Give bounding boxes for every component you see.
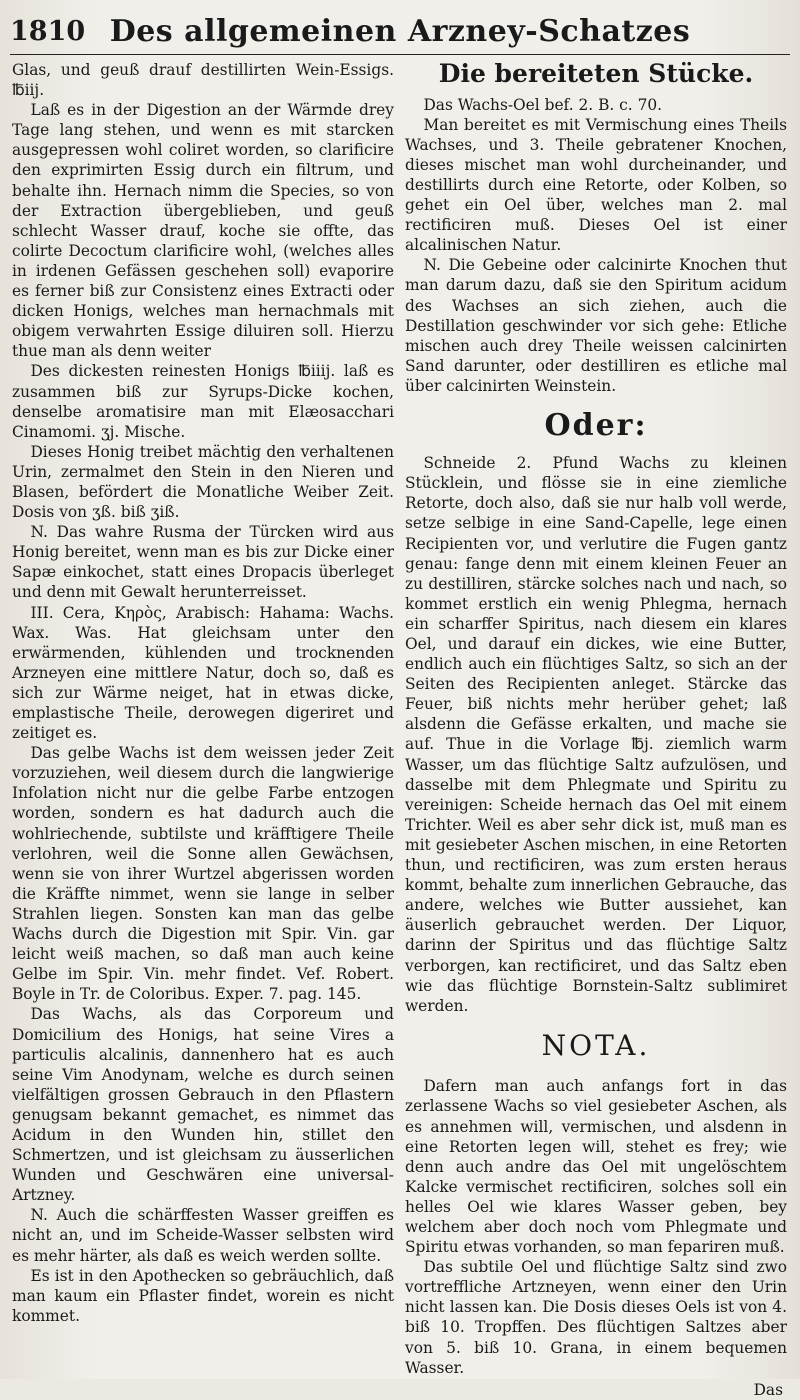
paragraph: Glas, und geuß drauf destillirten Wein-Essigs. ℔iij. [12,61,394,100]
paragraph: Es ist in den Apothecken so gebräuchlich, daß man kaum ein Pflaster findet, worein es nicht kommet. [12,1266,394,1325]
catchword: Das [753,1380,783,1399]
paragraph: Des dickesten reinesten Honigs ℔iiij. laß es zusammen biß zur Syrups-Dicke kochen, denselbe aromatisire man mit Elæosacchari Cinamomi. ʒj. Mische. [12,362,394,441]
page-header [10,14,790,55]
paragraph: Laß es in der Digestion an der Wärmde drey Tage lang stehen, und wenn es mit starcken ausgepressen wohl coliret worden, so clarificire den exprimirten Essig durch ein filtrum, und behalte ihn. Hernach nimm die Species, so von der Extraction übergeblieben, und geuß schlecht Wasser drauf, koche sie offte, das colirte Decoctum clarificire wohl, (welches alles in irdenen Gefässen geschehen soll) evaporire es ferner biß zur Consistenz eines Extracti oder dicken Honigs, welches man hernachmals mit obigem verwahrten Essige diluiren soll. Hierzu thue man als denn weiter [12,101,394,361]
section-title: Die bereiteten Stücke. [438,59,754,88]
paragraph: III. Cera, Κηρὸς, Arabisch: Hahama: Wachs. Wax. Was. Hat gleichsam unter den erwärmenden, kühlenden und trocknenden Arzneyen eine mittlere Natur, doch so, daß es sich zur Wärme neiget, hat in etwas dicke, emplastische Theile, derowegen digeriret und zeitiget es. [12,603,394,743]
running-head: Des allgemeinen Arzney-Schatzes [109,14,691,49]
paragraph: Das Wachs-Oel bef. 2. B. c. 70. [423,95,663,114]
left-column [12,60,394,1326]
subheading-oder: Oder: [544,408,648,444]
paragraph: Schneide 2. Pfund Wachs zu kleinen Stücklein, und flösse sie in eine ziemliche Retorte, doch also, daß sie nur halb voll werde, setze selbige in eine Sand-Capelle, lege einen Recipienten vor, und verlutire die Fugen gantz genau: fange denn mit einem kleinen Feuer an zu destilliren, stärcke solches nach und nach, so kommet erstlich ein wenig Phlegma, hernach ein scharffer Spiritus, nach diesem ein klares Oel, und darauf ein dickes, wie eine Butter, endlich auch ein flüchtiges Saltz, so sich an der Seiten des Recipienten anleget. Stärcke das Feuer, biß nichts mehr herüber gehet; laß alsdenn die Gefässe erkalten, und mache sie auf. Thue in die Vorlage ℔j. ziemlich warm Wasser, um das flüchtige Saltz aufzulösen, und dasselbe mit dem Phlegmate und Spiritu zu vereinigen: Scheide hernach das Oel mit einem Trichter. Weil es aber sehr dick ist, muß man es mit gesiebeter Aschen mischen, in eine Retorten thun, und rectificiren, was zum ersten heraus kommt, behalte zum innerlichen Gebrauche, das andere, welches wie Butter aussiehet, kan äuserlich gebrauchet werden. Der Liquor, darinn der Spiritus und das flüchtige Saltz verborgen, kan rectificiret, und das Saltz eben wie das flüchtige Bornstein-Saltz sublimiret werden. [405,454,787,1015]
paragraph: Das subtile Oel und flüchtige Saltz sind zwo vortreffliche Artzneyen, wenn einer den Urin nicht lassen kan. Die Dosis dieses Oels ist von 4. biß 10. Tropffen. Des flüchtigen Saltzes aber von 5. biß 10. Grana, in einem bequemen Wasser. [405,1258,787,1377]
paragraph: Das Wachs, als das Corporeum und Domicilium des Honigs, hat seine Vires a particulis alcalinis, dannenhero hat es auch seine Vim Anodynam, welche es durch seinen vielfältigen grossen Gebrauch in den Pflastern genugsam bekannt gemachet, es nimmet das Acidum in den Wunden hin, stillet den Schmertzen, und ist gleichsam zu äusserlichen Wunden und Geschwären eine universal-Artzney. [12,1005,394,1205]
paragraph: Dafern man auch anfangs fort in das zerlassene Wachs so viel gesiebeter Aschen, als es annehmen will, vermischen, und alsdenn in eine Retorten legen will, stehet es frey; wie denn auch andre das Oel mit ungelöschtem Kalcke vermischet rectificiren, solches soll ein helles Oel wie klares Wasser geben, bey welchem aber doch noch vom Phlegmate und Spiritu etwas vorhanden, so man fepariren muß. [405,1077,787,1257]
paragraph: N. Auch die schärffesten Wasser greiffen es nicht an, und im Scheide-Wasser selbsten wird es mehr härter, als daß es weich werden sollte. [12,1206,394,1265]
paragraph: Dieses Honig treibet mächtig den verhaltenen Urin, zermalmet den Stein in den Nieren und Blasen, befördert die Monatliche Weiber Zeit. Dosis von ʒß. biß ʒiß. [12,442,394,522]
right-column [405,58,787,1400]
paragraph: Das gelbe Wachs ist dem weissen jeder Zeit vorzuziehen, weil diesem durch die langwierige Infolation nicht nur die gelbe Farbe entzogen worden, sondern es hat dadurch auch die wohlriechende, subtilste und kräfftigere Theile verlohren, weil die Sonne allen Gewächsen, wenn sie von ihrer Wurtzel abgerissen worden die Kräffte nimmet, wenn sie lange in selber Strahlen liegen. Sonsten kan man das gelbe Wachs durch die Digestion mit Spir. Vin. gar leicht weiß machen, so daß man auch keine Gelbe im Spir. Vin. mehr findet. Vef. Robert. Boyle in Tr. de Coloribus. Exper. 7. pag. 145. [12,744,394,1004]
page-number: 1810 [10,16,86,47]
paragraph: N. Das wahre Rusma der Türcken wird aus Honig bereitet, wenn man es bis zur Dicke einer Sapæ einkochet, statt eines Dropacis überleget und denn mit Gewalt herunterreisset. [12,523,394,602]
subheading-nota: NOTA. [541,1028,651,1062]
paragraph: N. Die Gebeine oder calcinirte Knochen thut man darum dazu, daß sie den Spiritum acidum des Wachses an sich ziehen, auch die Destillation geschwinder vor sich gehe: Etliche mischen auch drey Theile weissen calcinirten Sand darunter, oder destilliren es etliche mal über calcinirten Weinstein. [405,256,787,395]
paragraph: Man bereitet es mit Vermischung eines Theils Wachses, und 3. Theile gebratener Knochen, dieses mischet man wohl durcheinander, und destillirts durch eine Retorte, oder Kolben, so gehet ein Oel über, welches man 2. mal rectificiren muß. Dieses Oel ist einer alcalinischen Natur. [405,115,787,255]
